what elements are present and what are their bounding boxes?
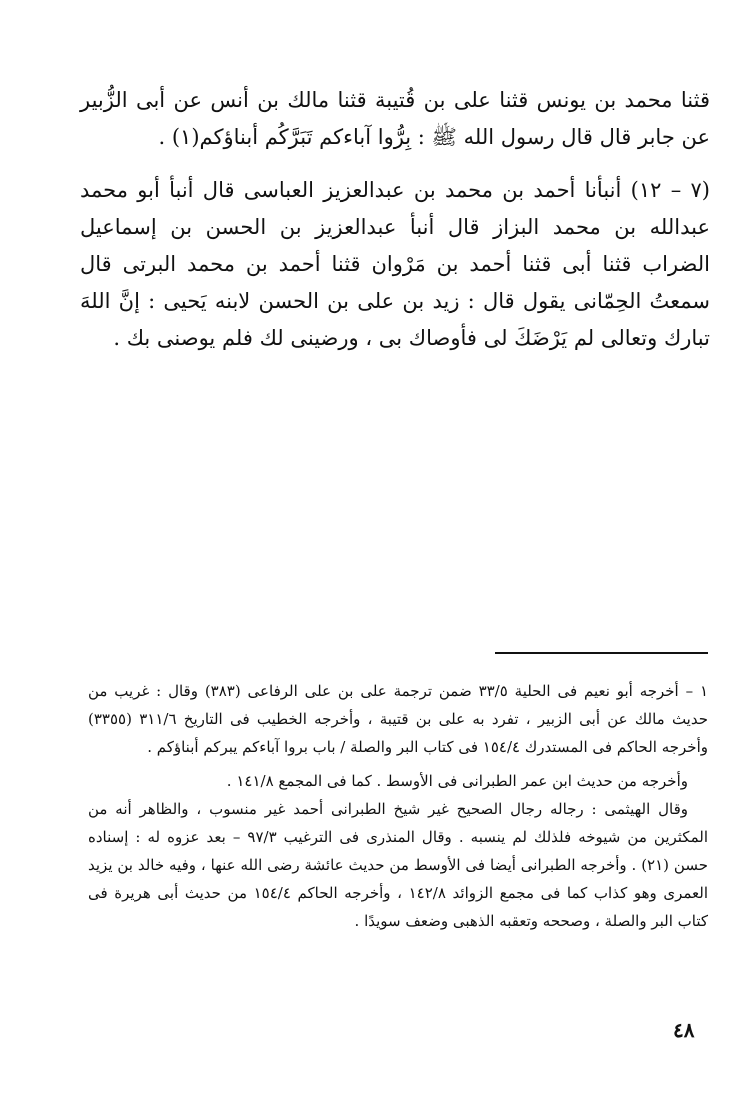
footnote-continuation: وقال الهيثمى : رجاله رجال الصحيح غير شيخ الطبرانى أحمد غير منسوب ، والظاهر أنه من المكثرين من شيوخه فلذلك لم ينسبه . وقال المنذرى فى الترغيب ٩٧/٣ – بعد عزوه له : إسناده حسن (٢١) . وأخرجه الطبرانى أيضا فى الأوسط من حديث عائشة رضى الله عنها ، وفيه خالد بن يزيد العمرى وهو كذاب كما فى مجمع الزوائد ١٤٢/٨ ، وأخرجه الحاكم ١٥٤/٤ من حديث أبى هريرة فى كتاب البر والصلة ، وصححه وتعقبه الذهبى وضعف سويدًا . <box>88 800 709 930</box>
footnote-continuation: وأخرجه من حديث ابن عمر الطبرانى فى الأوسط . كما فى المجمع ١٤١/٨ . <box>226 772 688 790</box>
paragraph-text: قثنا محمد بن يونس قثنا على بن قُتيبة قثنا مالك بن أنس عن أبى الزُّبير عن جابر قال قال رسول الله ﷺ : بِرُّوا آباءكم تَبَرَّكُم أبناؤكم(١) . <box>80 88 710 149</box>
footnote-1: ١ – أخرجه أبو نعيم فى الحلية ٣٣/٥ ضمن ترجمة على بن على الرفاعى (٣٨٣) وقال : غريب من حديث مالك عن أبى الزبير ، تفرد به على بن قتيبة ، وأخرجه الخطيب فى التاريخ ٣١١/٦ (٣٣٥٥) وأخرجه الحاكم فى المستدرك ١٥٤/٤ فى كتاب البر والصلة / باب بروا آباءكم يبركم أبناؤكم . <box>88 682 708 756</box>
page-number: ٤٨ <box>673 1018 695 1042</box>
footnotes-section <box>88 677 708 935</box>
main-paragraph-hadith <box>80 82 710 156</box>
paragraph-text: (٧ – ١٢) أنبأنا أحمد بن محمد بن عبدالعزيز العباسى قال أنبأ أبو محمد عبدالله بن محمد البزاز قال أنبأ عبدالعزيز بن الحسن بن إسماعيل الضراب قثنا أبى قثنا أحمد بن مَرْوان قثنا أحمد بن محمد البرتى قال سمعتُ الحِمّانى يقول قال : زيد بن على بن الحسن لابنه يَحيى : إنَّ اللهَ تبارك وتعالى لم يَرْضَكَ لى فأوصاك بى ، ورضينى لك فلم يوصنى بك . <box>80 178 710 350</box>
footnote-separator <box>495 652 708 654</box>
main-paragraph-narration <box>80 172 710 357</box>
